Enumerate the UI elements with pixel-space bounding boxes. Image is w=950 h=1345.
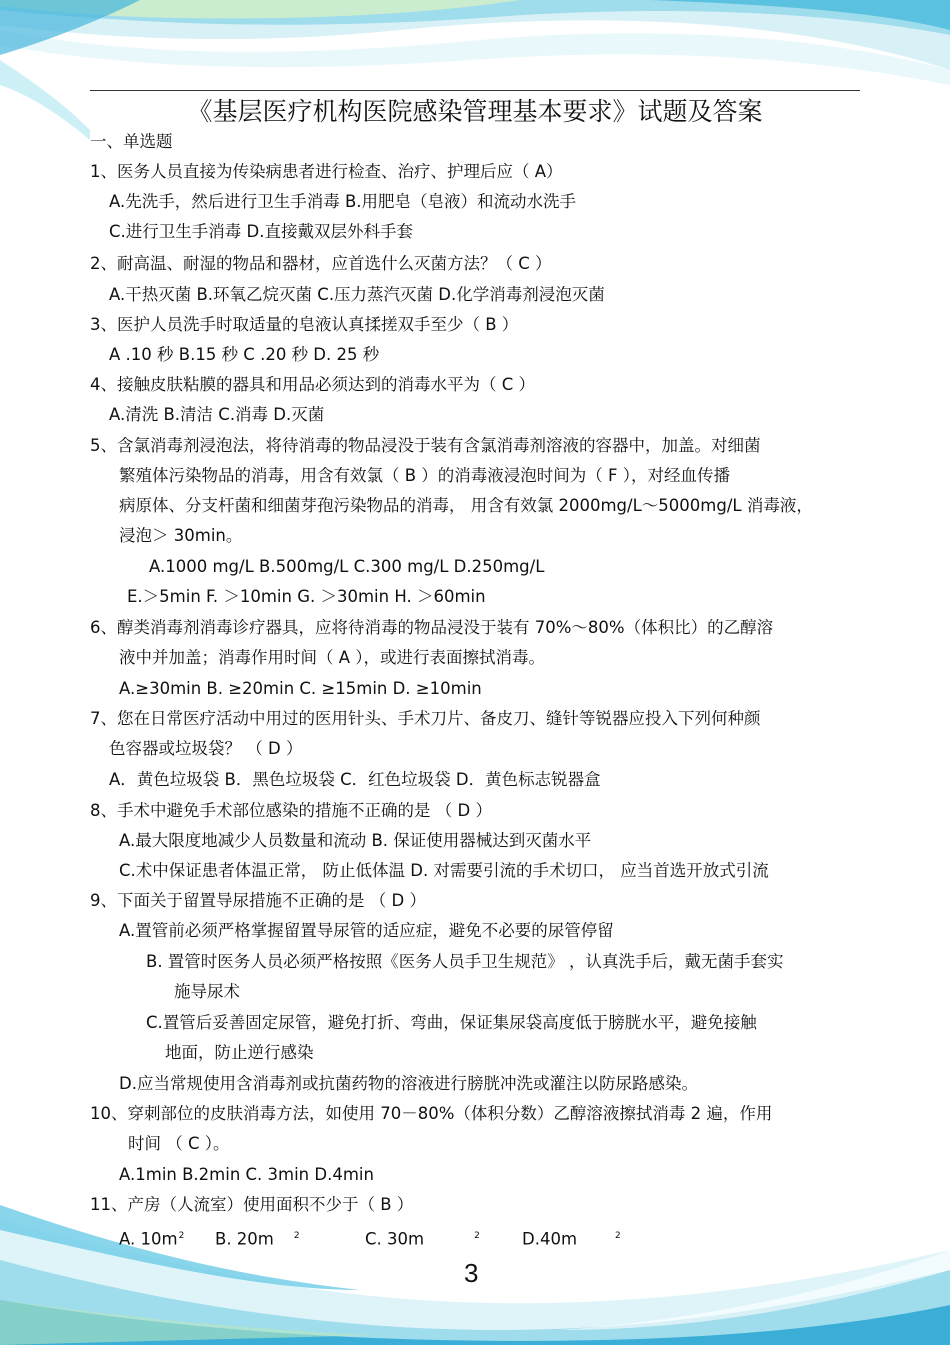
- q8-options-cd: C.术中保证患者体温正常， 防止低体温 D. 对需要引流的手术切口， 应当首选开放式引流: [119, 861, 769, 880]
- q1-options-ab: A.先洗手，然后进行卫生手消毒 B.用肥皂（皂液）和流动水洗手: [109, 192, 577, 211]
- q9-option-a: A.置管前必须严格掌握留置导尿管的适应症，避免不必要的尿管停留: [119, 921, 614, 940]
- q9-option-d: D.应当常规使用含消毒剂或抗菌药物的溶液进行膀胱冲洗或灌注以防尿路感染。: [119, 1074, 698, 1093]
- question-11: 11、产房（人流室）使用面积不少于（ B ）: [90, 1195, 414, 1214]
- q9-option-c-cont: 地面，防止逆行感染: [165, 1043, 314, 1062]
- question-3: 3、医护人员洗手时取适量的皂液认真揉搓双手至少（ B ）: [90, 315, 519, 334]
- q4-options: A.清洗 B.清洁 C.消毒 D.灭菌: [109, 405, 325, 424]
- question-9: 9、下面关于留置导尿措施不正确的是 （ D ）: [90, 891, 426, 910]
- question-5-line-3: 病原体、分支杆菌和细菌芽孢污染物品的消毒， 用含有效氯 2000mg/L～5000mg/L 消毒液，: [119, 496, 813, 515]
- question-10-line-2: 时间 （ C ）。: [128, 1134, 230, 1153]
- section-heading: 一、单选题: [90, 132, 173, 151]
- q3-options: A .10 秒 B.15 秒 C .20 秒 D. 25 秒: [109, 345, 380, 364]
- question-7: 7、您在日常医疗活动中用过的医用针头、手术刀片、备皮刀、缝针等锐器应投入下列何种颜: [90, 709, 761, 728]
- question-5-line-4: 浸泡＞ 30min。: [119, 526, 243, 545]
- question-7-line-2: 色容器或垃圾袋？ （ D ）: [109, 739, 303, 758]
- question-5: 5、含氯消毒剂浸泡法，将待消毒的物品浸没于装有含氯消毒剂溶液的容器中，加盖。对细菌: [90, 436, 761, 455]
- q2-options: A.干热灭菌 B.环氧乙烷灭菌 C.压力蒸汽灭菌 D.化学消毒剂浸泡灭菌: [109, 285, 605, 304]
- question-10: 10、穿刺部位的皮肤消毒方法，如使用 70－80%（体积分数）乙醇溶液擦拭消毒 2 遍，作用: [90, 1104, 773, 1123]
- header-rule: [90, 90, 860, 91]
- q9-option-c: C.置管后妥善固定尿管，避免打折、弯曲，保证集尿袋高度低于膀胱水平，避免接触: [146, 1013, 757, 1032]
- q11-option-c: C. 30m $^2$: [365, 1229, 480, 1249]
- q9-option-b: B. 置管时医务人员必须严格按照《医务人员手卫生规范》 ，认真洗手后，戴无菌手套实: [146, 952, 784, 971]
- q11-option-a: A. $10m^2$: [119, 1229, 185, 1249]
- question-5-line-2: 繁殖体污染物品的消毒，用含有效氯（ B ）的消毒液浸泡时间为（ F ），对经血传播: [119, 466, 731, 485]
- question-1: 1、医务人员直接为传染病患者进行检查、治疗、护理后应（ A）: [90, 162, 563, 181]
- q10-options: A.1min B.2min C. 3min D.4min: [119, 1165, 374, 1184]
- question-6-line-2: 液中并加盖；消毒作用时间（ A ），或进行表面擦拭消毒。: [119, 648, 546, 667]
- q11-option-d: D.40m $^2$: [522, 1229, 621, 1249]
- q5-options-efgh: E.＞5min F. ＞10min G. ＞30min H. ＞60min: [127, 587, 486, 606]
- q7-options: A．黄色垃圾袋 B．黑色垃圾袋 C．红色垃圾袋 D．黄色标志锐器盒: [109, 770, 601, 789]
- question-6: 6、醇类消毒剂消毒诊疗器具，应将待消毒的物品浸没于装有 70%～80%（体积比）的乙醇溶: [90, 618, 774, 637]
- page-title: 《基层医疗机构医院感染管理基本要求》试题及答案: [187, 97, 763, 126]
- q6-options: A.≥30min B. ≥20min C. ≥15min D. ≥10min: [119, 679, 482, 698]
- q5-options-abcd: A.1000 mg/L B.500mg/L C.300 mg/L D.250mg/L: [149, 557, 545, 576]
- question-4: 4、接触皮肤粘膜的器具和用品必须达到的消毒水平为（ C ）: [90, 375, 536, 394]
- q8-options-ab: A.最大限度地减少人员数量和流动 B. 保证使用器械达到灭菌水平: [119, 831, 592, 850]
- q9-option-b-cont: 施导尿术: [174, 982, 240, 1001]
- question-8: 8、手术中避免手术部位感染的措施不正确的是 （ D ）: [90, 801, 492, 820]
- question-2: 2、耐高温、耐湿的物品和器材，应首选什么灭菌方法？（ C ）: [90, 254, 552, 273]
- q1-options-cd: C.进行卫生手消毒 D.直接戴双层外科手套: [109, 222, 413, 241]
- q11-option-b: B. 20m $^2$: [215, 1229, 300, 1249]
- page-number: 3: [464, 1258, 479, 1288]
